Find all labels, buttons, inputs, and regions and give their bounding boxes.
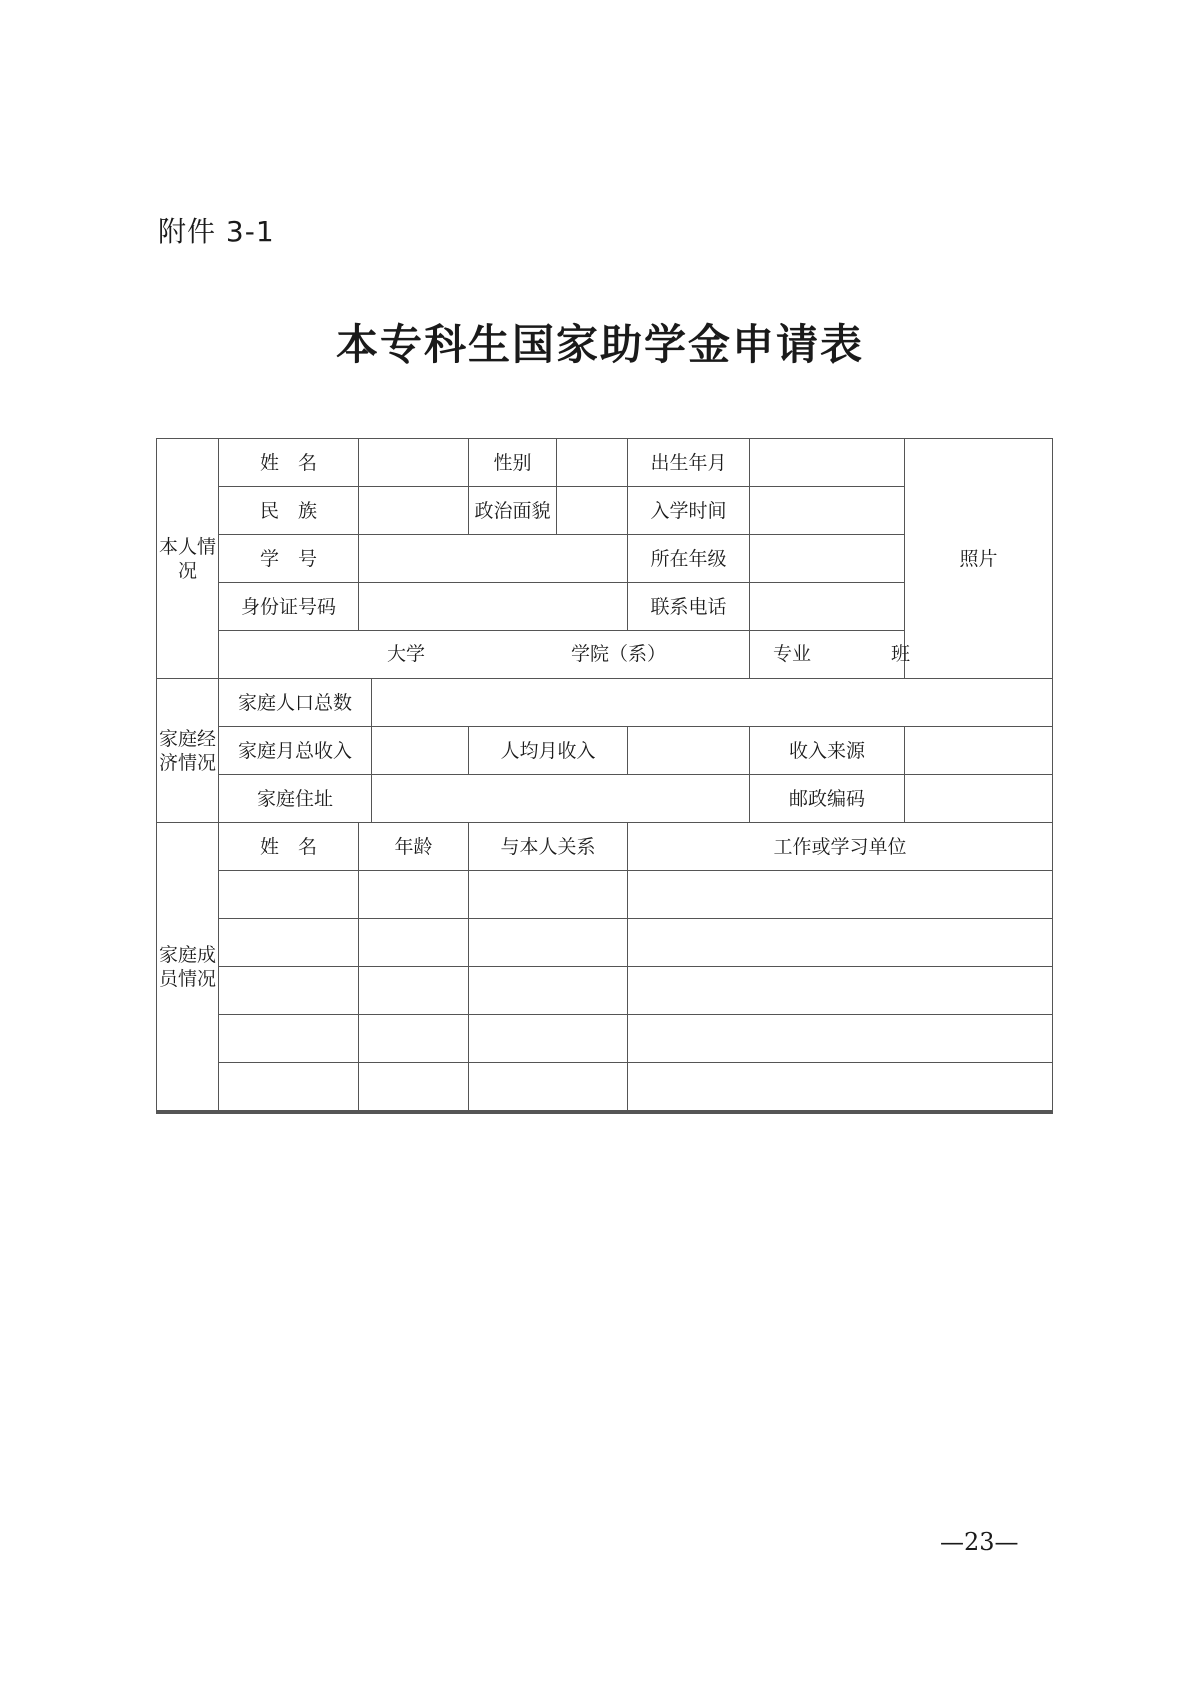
per-capita-label: 人均月收入 xyxy=(469,727,628,775)
member-row xyxy=(157,967,1053,1015)
class-suffix: 班 xyxy=(891,643,911,665)
member-relation-cell[interactable] xyxy=(469,1063,628,1111)
member-name-cell[interactable] xyxy=(219,1015,359,1063)
member-name-cell[interactable] xyxy=(219,967,359,1015)
birth-field[interactable] xyxy=(750,439,905,487)
student-id-field[interactable] xyxy=(359,535,628,583)
enroll-label: 入学时间 xyxy=(628,487,750,535)
member-workplace-cell[interactable] xyxy=(628,967,1053,1015)
member-workplace-cell[interactable] xyxy=(628,1015,1053,1063)
gender-field[interactable] xyxy=(557,439,628,487)
ethnicity-field[interactable] xyxy=(359,487,469,535)
member-relation-cell[interactable] xyxy=(469,871,628,919)
political-field[interactable] xyxy=(557,487,628,535)
members-section-label: 家庭成员情况 xyxy=(157,823,219,1111)
member-row xyxy=(157,1063,1053,1111)
political-label: 政治面貌 xyxy=(469,487,557,535)
grade-label: 所在年级 xyxy=(628,535,750,583)
member-row xyxy=(157,1015,1053,1063)
student-id-label: 学 号 xyxy=(219,535,359,583)
application-form xyxy=(156,438,1052,1114)
member-age-cell[interactable] xyxy=(359,919,469,967)
member-age-cell[interactable] xyxy=(359,1015,469,1063)
attachment-label: 附件 3-1 xyxy=(158,215,275,248)
economy-section-label: 家庭经济情况 xyxy=(157,679,219,823)
major-suffix: 专业 xyxy=(773,643,812,665)
economy-row-1 xyxy=(157,679,1053,727)
form-title: 本专科生国家助学金申请表 xyxy=(335,320,864,369)
member-workplace-cell[interactable] xyxy=(628,919,1053,967)
member-name-header: 姓 名 xyxy=(219,823,359,871)
postcode-field[interactable] xyxy=(905,775,1053,823)
birth-label: 出生年月 xyxy=(628,439,750,487)
member-relation-header: 与本人关系 xyxy=(469,823,628,871)
address-field[interactable] xyxy=(372,775,750,823)
personal-section-label: 本人情况 xyxy=(157,439,219,679)
enroll-field[interactable] xyxy=(750,487,905,535)
members-header-row xyxy=(157,823,1053,871)
member-workplace-cell[interactable] xyxy=(628,1063,1053,1111)
monthly-income-label: 家庭月总收入 xyxy=(219,727,372,775)
name-field[interactable] xyxy=(359,439,469,487)
school-review-row xyxy=(157,1113,1053,1114)
member-age-cell[interactable] xyxy=(359,1063,469,1111)
member-name-cell[interactable] xyxy=(219,919,359,967)
id-card-field[interactable] xyxy=(359,583,628,631)
member-relation-cell[interactable] xyxy=(469,1015,628,1063)
form-table xyxy=(156,438,1053,1114)
member-workplace-cell[interactable] xyxy=(628,871,1053,919)
member-name-cell[interactable] xyxy=(219,1063,359,1111)
id-card-label: 身份证号码 xyxy=(219,583,359,631)
member-row xyxy=(157,871,1053,919)
per-capita-field[interactable] xyxy=(628,727,750,775)
postcode-label: 邮政编码 xyxy=(750,775,905,823)
economy-row-3 xyxy=(157,775,1053,823)
phone-field[interactable] xyxy=(750,583,905,631)
economy-row-2 xyxy=(157,727,1053,775)
monthly-income-field[interactable] xyxy=(372,727,469,775)
population-field[interactable] xyxy=(372,679,1053,727)
gender-label: 性别 xyxy=(469,439,557,487)
university-suffix: 大学 xyxy=(387,643,426,665)
income-source-label: 收入来源 xyxy=(750,727,905,775)
member-name-cell[interactable] xyxy=(219,871,359,919)
grade-field[interactable] xyxy=(750,535,905,583)
name-label: 姓 名 xyxy=(219,439,359,487)
member-age-cell[interactable] xyxy=(359,871,469,919)
income-source-field[interactable] xyxy=(905,727,1053,775)
member-age-header: 年龄 xyxy=(359,823,469,871)
member-row xyxy=(157,919,1053,967)
photo-box[interactable]: 照片 xyxy=(905,439,1053,679)
member-age-cell[interactable] xyxy=(359,967,469,1015)
member-relation-cell[interactable] xyxy=(469,919,628,967)
member-workplace-header: 工作或学习单位 xyxy=(628,823,1053,871)
personal-row-1 xyxy=(157,439,1053,487)
phone-label: 联系电话 xyxy=(628,583,750,631)
address-label: 家庭住址 xyxy=(219,775,372,823)
ethnicity-label: 民 族 xyxy=(219,487,359,535)
population-label: 家庭人口总数 xyxy=(219,679,372,727)
college-suffix: 学院（系） xyxy=(571,643,667,665)
member-relation-cell[interactable] xyxy=(469,967,628,1015)
page-number: —23— xyxy=(940,1528,1019,1556)
school-review-block[interactable] xyxy=(157,1113,1053,1114)
university-line[interactable] xyxy=(219,631,911,679)
